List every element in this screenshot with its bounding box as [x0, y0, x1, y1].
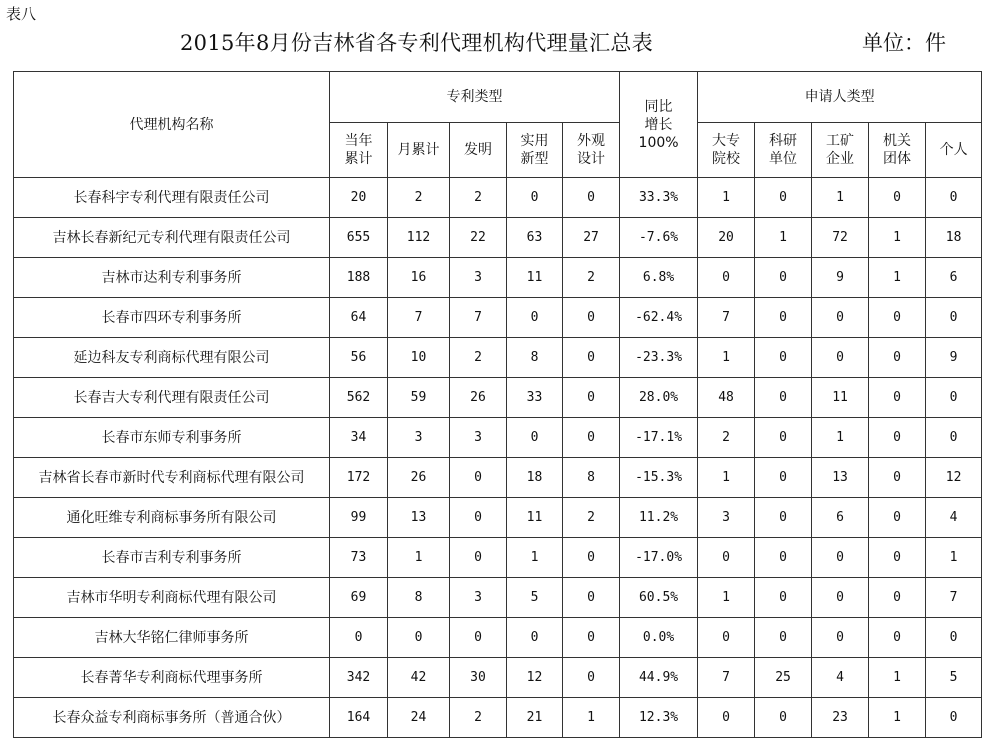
cell-enterprise: 1 [812, 418, 869, 458]
cell-month-total: 0 [388, 618, 450, 658]
cell-individual: 0 [926, 298, 982, 338]
cell-design: 0 [563, 658, 620, 698]
cell-organization: 0 [869, 578, 926, 618]
cell-month-total: 24 [388, 698, 450, 738]
cell-design: 0 [563, 298, 620, 338]
cell-month-total: 16 [388, 258, 450, 298]
cell-research-institute: 0 [755, 698, 812, 738]
cell-research-institute: 0 [755, 378, 812, 418]
cell-design: 2 [563, 498, 620, 538]
cell-organization: 0 [869, 498, 926, 538]
cell-agency-name: 长春科宇专利代理有限责任公司 [14, 178, 330, 218]
cell-university: 2 [698, 418, 755, 458]
cell-agency-name: 长春市吉利专利事务所 [14, 538, 330, 578]
cell-invention: 30 [450, 658, 507, 698]
cell-university: 48 [698, 378, 755, 418]
cell-utility-model: 11 [507, 258, 563, 298]
cell-university: 1 [698, 458, 755, 498]
cell-research-institute: 0 [755, 338, 812, 378]
cell-individual: 4 [926, 498, 982, 538]
table-row [14, 418, 982, 458]
cell-enterprise: 0 [812, 338, 869, 378]
cell-research-institute: 0 [755, 618, 812, 658]
cell-research-institute: 0 [755, 298, 812, 338]
table-row [14, 458, 982, 498]
cell-enterprise: 23 [812, 698, 869, 738]
header-research-institute: 科研 单位 [755, 123, 812, 178]
cell-individual: 5 [926, 658, 982, 698]
cell-individual: 0 [926, 178, 982, 218]
cell-individual: 6 [926, 258, 982, 298]
table-row [14, 618, 982, 658]
cell-yoy-growth: 60.5% [620, 578, 698, 618]
cell-yoy-growth: 11.2% [620, 498, 698, 538]
cell-utility-model: 8 [507, 338, 563, 378]
table-row [14, 698, 982, 738]
cell-invention: 0 [450, 498, 507, 538]
cell-organization: 1 [869, 658, 926, 698]
cell-design: 0 [563, 178, 620, 218]
cell-month-total: 112 [388, 218, 450, 258]
cell-yoy-growth: 6.8% [620, 258, 698, 298]
header-year-total: 当年 累计 [330, 123, 388, 178]
cell-enterprise: 0 [812, 578, 869, 618]
cell-year-total: 69 [330, 578, 388, 618]
cell-utility-model: 0 [507, 298, 563, 338]
cell-invention: 2 [450, 178, 507, 218]
cell-utility-model: 0 [507, 418, 563, 458]
cell-university: 7 [698, 658, 755, 698]
cell-yoy-growth: 44.9% [620, 658, 698, 698]
cell-month-total: 3 [388, 418, 450, 458]
cell-research-institute: 1 [755, 218, 812, 258]
cell-enterprise: 11 [812, 378, 869, 418]
cell-enterprise: 4 [812, 658, 869, 698]
header-invention: 发明 [450, 123, 507, 178]
cell-design: 0 [563, 418, 620, 458]
cell-university: 1 [698, 338, 755, 378]
cell-individual: 0 [926, 378, 982, 418]
cell-agency-name: 延边科友专利商标代理有限公司 [14, 338, 330, 378]
cell-university: 1 [698, 178, 755, 218]
cell-design: 1 [563, 698, 620, 738]
header-design: 外观 设计 [563, 123, 620, 178]
table-row [14, 578, 982, 618]
table-row [14, 298, 982, 338]
cell-invention: 0 [450, 538, 507, 578]
cell-enterprise: 9 [812, 258, 869, 298]
cell-month-total: 7 [388, 298, 450, 338]
cell-month-total: 1 [388, 538, 450, 578]
cell-invention: 3 [450, 418, 507, 458]
cell-enterprise: 72 [812, 218, 869, 258]
cell-invention: 26 [450, 378, 507, 418]
cell-enterprise: 0 [812, 618, 869, 658]
cell-university: 0 [698, 698, 755, 738]
table-row [14, 658, 982, 698]
cell-university: 1 [698, 578, 755, 618]
cell-month-total: 8 [388, 578, 450, 618]
cell-organization: 0 [869, 298, 926, 338]
table-row [14, 378, 982, 418]
header-agency-name: 代理机构名称 [14, 72, 330, 178]
cell-utility-model: 18 [507, 458, 563, 498]
cell-year-total: 562 [330, 378, 388, 418]
cell-yoy-growth: 0.0% [620, 618, 698, 658]
cell-utility-model: 21 [507, 698, 563, 738]
cell-utility-model: 33 [507, 378, 563, 418]
cell-yoy-growth: 12.3% [620, 698, 698, 738]
cell-month-total: 2 [388, 178, 450, 218]
cell-university: 0 [698, 538, 755, 578]
cell-research-institute: 0 [755, 178, 812, 218]
cell-individual: 1 [926, 538, 982, 578]
cell-agency-name: 长春市东师专利事务所 [14, 418, 330, 458]
table-row [14, 178, 982, 218]
cell-month-total: 10 [388, 338, 450, 378]
cell-month-total: 13 [388, 498, 450, 538]
header-patent-type-group: 专利类型 [330, 72, 620, 123]
cell-utility-model: 5 [507, 578, 563, 618]
cell-organization: 1 [869, 258, 926, 298]
cell-yoy-growth: -17.0% [620, 538, 698, 578]
cell-university: 20 [698, 218, 755, 258]
cell-individual: 0 [926, 698, 982, 738]
cell-agency-name: 通化旺维专利商标事务所有限公司 [14, 498, 330, 538]
cell-invention: 3 [450, 578, 507, 618]
cell-research-institute: 0 [755, 458, 812, 498]
cell-invention: 2 [450, 338, 507, 378]
cell-individual: 12 [926, 458, 982, 498]
cell-enterprise: 1 [812, 178, 869, 218]
cell-invention: 22 [450, 218, 507, 258]
cell-month-total: 26 [388, 458, 450, 498]
table-row [14, 218, 982, 258]
cell-year-total: 164 [330, 698, 388, 738]
table-body [14, 178, 982, 738]
header-utility-model: 实用 新型 [507, 123, 563, 178]
cell-organization: 0 [869, 418, 926, 458]
cell-individual: 0 [926, 618, 982, 658]
document-title: 2015年8月份吉林省各专利代理机构代理量汇总表 [180, 31, 654, 55]
cell-utility-model: 63 [507, 218, 563, 258]
cell-year-total: 655 [330, 218, 388, 258]
cell-yoy-growth: 28.0% [620, 378, 698, 418]
table-row [14, 338, 982, 378]
header-yoy-growth: 同比 增长 100% [620, 72, 698, 178]
cell-invention: 0 [450, 618, 507, 658]
cell-university: 3 [698, 498, 755, 538]
table-row [14, 538, 982, 578]
cell-utility-model: 0 [507, 618, 563, 658]
cell-design: 8 [563, 458, 620, 498]
cell-invention: 3 [450, 258, 507, 298]
header-organization: 机关 团体 [869, 123, 926, 178]
cell-design: 0 [563, 578, 620, 618]
cell-research-institute: 0 [755, 538, 812, 578]
cell-agency-name: 吉林省长春市新时代专利商标代理有限公司 [14, 458, 330, 498]
cell-individual: 9 [926, 338, 982, 378]
cell-agency-name: 吉林市达利专利事务所 [14, 258, 330, 298]
cell-individual: 18 [926, 218, 982, 258]
unit-label: 单位：件 [862, 31, 946, 55]
cell-organization: 0 [869, 378, 926, 418]
cell-university: 7 [698, 298, 755, 338]
cell-design: 0 [563, 538, 620, 578]
cell-enterprise: 0 [812, 538, 869, 578]
header-individual: 个人 [926, 123, 982, 178]
cell-yoy-growth: -15.3% [620, 458, 698, 498]
cell-design: 0 [563, 618, 620, 658]
cell-organization: 0 [869, 458, 926, 498]
cell-invention: 0 [450, 458, 507, 498]
header-applicant-type-group: 申请人类型 [698, 72, 982, 123]
cell-year-total: 172 [330, 458, 388, 498]
cell-design: 0 [563, 338, 620, 378]
cell-research-institute: 0 [755, 418, 812, 458]
cell-research-institute: 25 [755, 658, 812, 698]
cell-yoy-growth: -62.4% [620, 298, 698, 338]
cell-yoy-growth: -23.3% [620, 338, 698, 378]
cell-organization: 1 [869, 698, 926, 738]
cell-organization: 0 [869, 538, 926, 578]
cell-research-institute: 0 [755, 258, 812, 298]
cell-design: 27 [563, 218, 620, 258]
cell-enterprise: 6 [812, 498, 869, 538]
cell-enterprise: 0 [812, 298, 869, 338]
cell-individual: 7 [926, 578, 982, 618]
cell-invention: 2 [450, 698, 507, 738]
cell-organization: 0 [869, 618, 926, 658]
cell-agency-name: 长春众益专利商标事务所（普通合伙） [14, 698, 330, 738]
header-university: 大专 院校 [698, 123, 755, 178]
header-row-group [14, 72, 982, 123]
cell-design: 0 [563, 378, 620, 418]
cell-year-total: 188 [330, 258, 388, 298]
cell-year-total: 342 [330, 658, 388, 698]
cell-agency-name: 吉林大华铭仁律师事务所 [14, 618, 330, 658]
cell-invention: 7 [450, 298, 507, 338]
cell-university: 0 [698, 258, 755, 298]
cell-year-total: 20 [330, 178, 388, 218]
cell-year-total: 56 [330, 338, 388, 378]
cell-research-institute: 0 [755, 578, 812, 618]
header-enterprise: 工矿 企业 [812, 123, 869, 178]
cell-utility-model: 1 [507, 538, 563, 578]
cell-agency-name: 长春吉大专利代理有限责任公司 [14, 378, 330, 418]
table-row [14, 498, 982, 538]
cell-enterprise: 13 [812, 458, 869, 498]
table-number-label: 表八 [6, 5, 37, 23]
cell-month-total: 42 [388, 658, 450, 698]
cell-individual: 0 [926, 418, 982, 458]
table-row [14, 258, 982, 298]
cell-yoy-growth: -7.6% [620, 218, 698, 258]
cell-yoy-growth: 33.3% [620, 178, 698, 218]
cell-university: 0 [698, 618, 755, 658]
cell-agency-name: 长春菁华专利商标代理事务所 [14, 658, 330, 698]
cell-yoy-growth: -17.1% [620, 418, 698, 458]
cell-utility-model: 12 [507, 658, 563, 698]
cell-agency-name: 长春市四环专利事务所 [14, 298, 330, 338]
cell-utility-model: 0 [507, 178, 563, 218]
cell-year-total: 73 [330, 538, 388, 578]
cell-year-total: 64 [330, 298, 388, 338]
cell-year-total: 34 [330, 418, 388, 458]
cell-year-total: 0 [330, 618, 388, 658]
cell-organization: 0 [869, 178, 926, 218]
cell-organization: 0 [869, 338, 926, 378]
cell-agency-name: 吉林市华明专利商标代理有限公司 [14, 578, 330, 618]
cell-agency-name: 吉林长春新纪元专利代理有限责任公司 [14, 218, 330, 258]
cell-organization: 1 [869, 218, 926, 258]
cell-utility-model: 11 [507, 498, 563, 538]
cell-month-total: 59 [388, 378, 450, 418]
header-month-total: 月累计 [388, 123, 450, 178]
cell-design: 2 [563, 258, 620, 298]
cell-research-institute: 0 [755, 498, 812, 538]
cell-year-total: 99 [330, 498, 388, 538]
agency-summary-table [13, 71, 982, 738]
